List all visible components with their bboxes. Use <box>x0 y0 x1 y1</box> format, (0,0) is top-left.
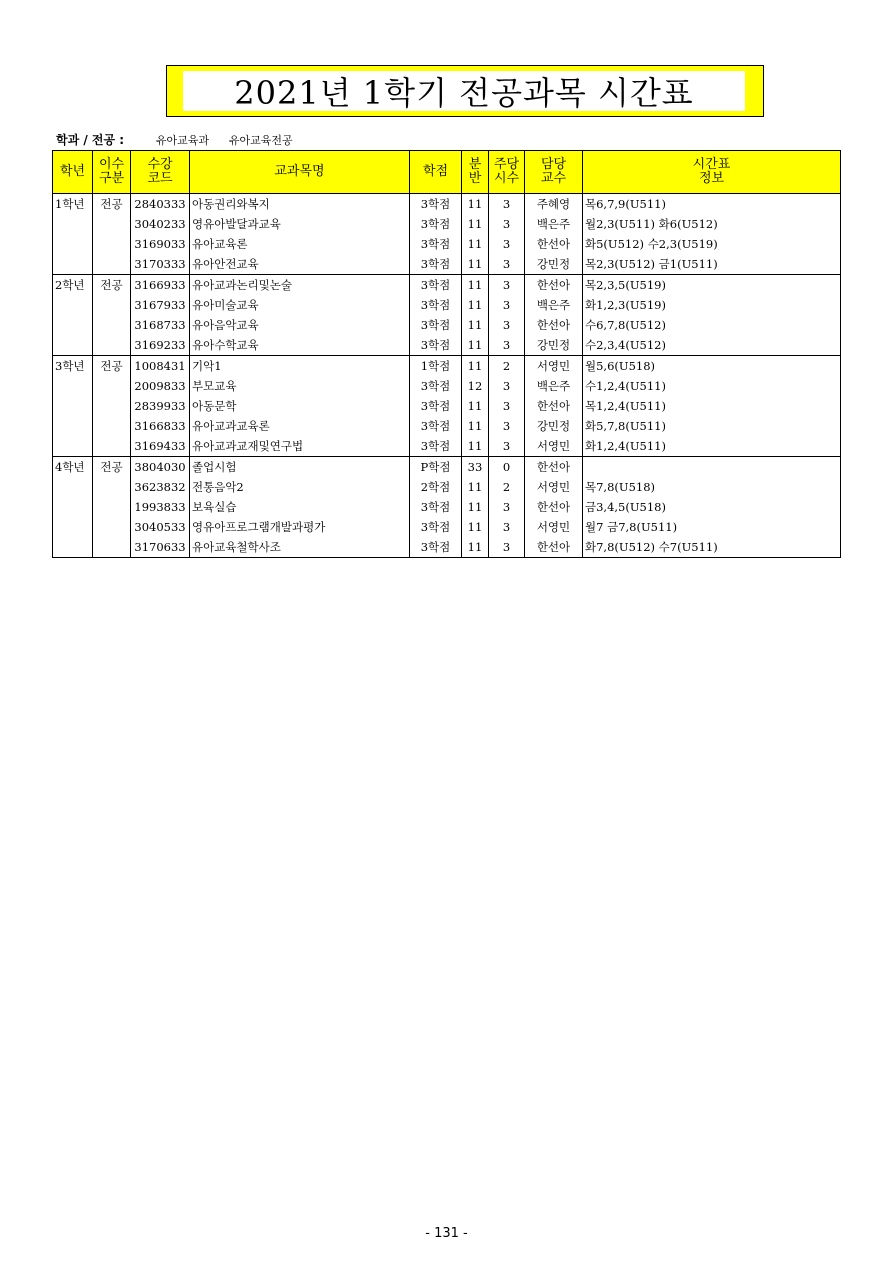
cell-code: 3169233 <box>131 335 190 356</box>
table-row <box>53 457 841 478</box>
cell-course-name: 전통음악2 <box>190 477 410 497</box>
cell-code: 3804030 <box>131 457 190 478</box>
cell-schedule: 목6,7,9(U511) <box>583 194 841 215</box>
cell-schedule: 월2,3(U511) 화6(U512) <box>583 214 841 234</box>
header-type: 이수 구분 <box>93 151 131 194</box>
cell-section: 11 <box>462 234 489 254</box>
cell-hours: 3 <box>489 234 525 254</box>
cell-schedule: 목2,3,5(U519) <box>583 275 841 296</box>
cell-code: 3168733 <box>131 315 190 335</box>
cell-course-name: 유아수학교육 <box>190 335 410 356</box>
cell-section: 11 <box>462 356 489 377</box>
cell-hours: 0 <box>489 457 525 478</box>
cell-code: 3623832 <box>131 477 190 497</box>
cell-schedule: 화1,2,4(U511) <box>583 436 841 457</box>
cell-code: 2839933 <box>131 396 190 416</box>
cell-credit: 3학점 <box>410 315 462 335</box>
header-row <box>53 151 841 194</box>
cell-code: 3167933 <box>131 295 190 315</box>
cell-schedule: 월5,6(U518) <box>583 356 841 377</box>
cell-grade <box>53 537 93 558</box>
cell-type: 전공 <box>93 275 131 296</box>
cell-grade <box>53 315 93 335</box>
cell-type <box>93 517 131 537</box>
cell-schedule: 목2,3(U512) 금1(U511) <box>583 254 841 275</box>
cell-grade: 2학년 <box>53 275 93 296</box>
cell-course-name: 졸업시험 <box>190 457 410 478</box>
cell-grade <box>53 335 93 356</box>
cell-code: 1993833 <box>131 497 190 517</box>
cell-hours: 2 <box>489 356 525 377</box>
cell-section: 11 <box>462 335 489 356</box>
cell-hours: 3 <box>489 396 525 416</box>
cell-schedule: 수6,7,8(U512) <box>583 315 841 335</box>
cell-course-name: 부모교육 <box>190 376 410 396</box>
table-row <box>53 517 841 537</box>
table-row <box>53 335 841 356</box>
cell-professor: 백은주 <box>525 214 583 234</box>
table-row <box>53 214 841 234</box>
cell-hours: 3 <box>489 275 525 296</box>
cell-code: 3040233 <box>131 214 190 234</box>
cell-professor: 한선아 <box>525 396 583 416</box>
cell-type <box>93 497 131 517</box>
cell-hours: 3 <box>489 517 525 537</box>
cell-type <box>93 416 131 436</box>
table-row <box>53 436 841 457</box>
table-row <box>53 254 841 275</box>
cell-code: 3170633 <box>131 537 190 558</box>
cell-section: 11 <box>462 315 489 335</box>
table-row <box>53 497 841 517</box>
cell-section: 11 <box>462 537 489 558</box>
cell-professor: 한선아 <box>525 234 583 254</box>
cell-grade <box>53 416 93 436</box>
cell-professor: 서영민 <box>525 477 583 497</box>
cell-professor: 한선아 <box>525 275 583 296</box>
cell-type: 전공 <box>93 356 131 377</box>
cell-credit: 3학점 <box>410 436 462 457</box>
cell-hours: 3 <box>489 416 525 436</box>
cell-professor: 서영민 <box>525 356 583 377</box>
header-hours: 주당 시수 <box>489 151 525 194</box>
cell-credit: 3학점 <box>410 376 462 396</box>
cell-course-name: 유아교육론 <box>190 234 410 254</box>
cell-type <box>93 477 131 497</box>
cell-code: 3040533 <box>131 517 190 537</box>
cell-hours: 3 <box>489 537 525 558</box>
cell-course-name: 아동문학 <box>190 396 410 416</box>
department-label: 학과 / 전공 : <box>56 133 125 147</box>
cell-type <box>93 214 131 234</box>
cell-course-name: 유아안전교육 <box>190 254 410 275</box>
cell-schedule: 화5(U512) 수2,3(U519) <box>583 234 841 254</box>
cell-course-name: 유아음악교육 <box>190 315 410 335</box>
cell-schedule: 수1,2,4(U511) <box>583 376 841 396</box>
cell-credit: 3학점 <box>410 234 462 254</box>
cell-course-name: 영유아프로그램개발과평가 <box>190 517 410 537</box>
cell-code: 3166933 <box>131 275 190 296</box>
cell-hours: 3 <box>489 376 525 396</box>
cell-type <box>93 376 131 396</box>
cell-code: 2840333 <box>131 194 190 215</box>
page-title: 2021년 1학기 전공과목 시간표 <box>234 74 694 112</box>
cell-professor: 주혜영 <box>525 194 583 215</box>
cell-professor: 한선아 <box>525 537 583 558</box>
cell-schedule: 목1,2,4(U511) <box>583 396 841 416</box>
cell-course-name: 유아교과교재및연구법 <box>190 436 410 457</box>
cell-type: 전공 <box>93 194 131 215</box>
table-row <box>53 234 841 254</box>
header-credit: 학점 <box>410 151 462 194</box>
header-code: 수강 코드 <box>131 151 190 194</box>
cell-course-name: 유아교과논리및논술 <box>190 275 410 296</box>
timetable <box>52 150 841 558</box>
cell-type <box>93 234 131 254</box>
table-row <box>53 376 841 396</box>
cell-professor: 한선아 <box>525 457 583 478</box>
cell-credit: 3학점 <box>410 335 462 356</box>
cell-grade <box>53 254 93 275</box>
cell-credit: 3학점 <box>410 517 462 537</box>
cell-credit: 3학점 <box>410 194 462 215</box>
cell-grade <box>53 436 93 457</box>
cell-grade: 3학년 <box>53 356 93 377</box>
cell-course-name: 유아교육철학사조 <box>190 537 410 558</box>
cell-credit: 3학점 <box>410 254 462 275</box>
cell-hours: 2 <box>489 477 525 497</box>
cell-type <box>93 396 131 416</box>
cell-hours: 3 <box>489 295 525 315</box>
title-inner-box <box>183 71 745 111</box>
cell-section: 11 <box>462 254 489 275</box>
cell-grade: 4학년 <box>53 457 93 478</box>
cell-section: 33 <box>462 457 489 478</box>
cell-course-name: 유아미술교육 <box>190 295 410 315</box>
table-row <box>53 396 841 416</box>
page-number: - 131 - <box>425 1226 468 1241</box>
cell-credit: 2학점 <box>410 477 462 497</box>
cell-credit: 3학점 <box>410 295 462 315</box>
header-name: 교과목명 <box>190 151 410 194</box>
cell-schedule: 월7 금7,8(U511) <box>583 517 841 537</box>
cell-grade <box>53 214 93 234</box>
cell-credit: 3학점 <box>410 497 462 517</box>
cell-course-name: 영유아발달과교육 <box>190 214 410 234</box>
cell-professor: 강민정 <box>525 254 583 275</box>
cell-hours: 3 <box>489 497 525 517</box>
cell-code: 2009833 <box>131 376 190 396</box>
table-row <box>53 477 841 497</box>
cell-section: 11 <box>462 477 489 497</box>
department-line <box>56 131 293 148</box>
cell-code: 1008431 <box>131 356 190 377</box>
cell-credit: 3학점 <box>410 416 462 436</box>
cell-hours: 3 <box>489 194 525 215</box>
cell-grade <box>53 234 93 254</box>
cell-credit: 3학점 <box>410 275 462 296</box>
cell-hours: 3 <box>489 436 525 457</box>
cell-code: 3169433 <box>131 436 190 457</box>
header-schedule: 시간표 정보 <box>583 151 841 194</box>
cell-section: 11 <box>462 194 489 215</box>
cell-grade <box>53 497 93 517</box>
cell-grade <box>53 376 93 396</box>
cell-schedule: 금3,4,5(U518) <box>583 497 841 517</box>
cell-professor: 한선아 <box>525 315 583 335</box>
cell-professor: 강민정 <box>525 335 583 356</box>
cell-course-name: 유아교과교육론 <box>190 416 410 436</box>
cell-type <box>93 254 131 275</box>
table-row <box>53 416 841 436</box>
header-grade: 학년 <box>53 151 93 194</box>
cell-code: 3169033 <box>131 234 190 254</box>
cell-credit: 3학점 <box>410 214 462 234</box>
cell-schedule: 화5,7,8(U511) <box>583 416 841 436</box>
cell-course-name: 보육실습 <box>190 497 410 517</box>
cell-section: 11 <box>462 517 489 537</box>
cell-section: 11 <box>462 214 489 234</box>
cell-section: 11 <box>462 497 489 517</box>
cell-professor: 서영민 <box>525 517 583 537</box>
cell-hours: 3 <box>489 335 525 356</box>
cell-type: 전공 <box>93 457 131 478</box>
cell-code: 3170333 <box>131 254 190 275</box>
department-major: 유아교육전공 <box>228 134 293 147</box>
cell-section: 11 <box>462 416 489 436</box>
cell-schedule: 수2,3,4(U512) <box>583 335 841 356</box>
cell-type <box>93 537 131 558</box>
cell-section: 11 <box>462 436 489 457</box>
table-row <box>53 356 841 377</box>
title-banner <box>166 65 764 117</box>
table-row <box>53 295 841 315</box>
cell-hours: 3 <box>489 214 525 234</box>
table-row <box>53 315 841 335</box>
cell-professor: 백은주 <box>525 295 583 315</box>
cell-section: 11 <box>462 396 489 416</box>
cell-type <box>93 436 131 457</box>
table-row <box>53 275 841 296</box>
cell-hours: 3 <box>489 254 525 275</box>
cell-schedule: 목7,8(U518) <box>583 477 841 497</box>
cell-type <box>93 295 131 315</box>
cell-credit: 3학점 <box>410 537 462 558</box>
cell-hours: 3 <box>489 315 525 335</box>
cell-type <box>93 315 131 335</box>
department-college: 유아교육과 <box>155 134 210 147</box>
cell-grade <box>53 396 93 416</box>
cell-credit: 3학점 <box>410 396 462 416</box>
cell-grade <box>53 295 93 315</box>
table-row <box>53 537 841 558</box>
timetable-body <box>53 194 841 558</box>
cell-professor: 강민정 <box>525 416 583 436</box>
cell-grade: 1학년 <box>53 194 93 215</box>
header-professor: 담당 교수 <box>525 151 583 194</box>
cell-grade <box>53 517 93 537</box>
cell-section: 11 <box>462 295 489 315</box>
table-row <box>53 194 841 215</box>
cell-section: 12 <box>462 376 489 396</box>
cell-schedule: 화1,2,3(U519) <box>583 295 841 315</box>
cell-credit: 1학점 <box>410 356 462 377</box>
cell-credit: P학점 <box>410 457 462 478</box>
cell-course-name: 아동권리와복지 <box>190 194 410 215</box>
cell-professor: 서영민 <box>525 436 583 457</box>
cell-section: 11 <box>462 275 489 296</box>
cell-professor: 한선아 <box>525 497 583 517</box>
cell-professor: 백은주 <box>525 376 583 396</box>
cell-grade <box>53 477 93 497</box>
cell-code: 3166833 <box>131 416 190 436</box>
cell-schedule: 화7,8(U512) 수7(U511) <box>583 537 841 558</box>
cell-schedule <box>583 457 841 478</box>
cell-type <box>93 335 131 356</box>
cell-course-name: 기악1 <box>190 356 410 377</box>
header-section: 분 반 <box>462 151 489 194</box>
